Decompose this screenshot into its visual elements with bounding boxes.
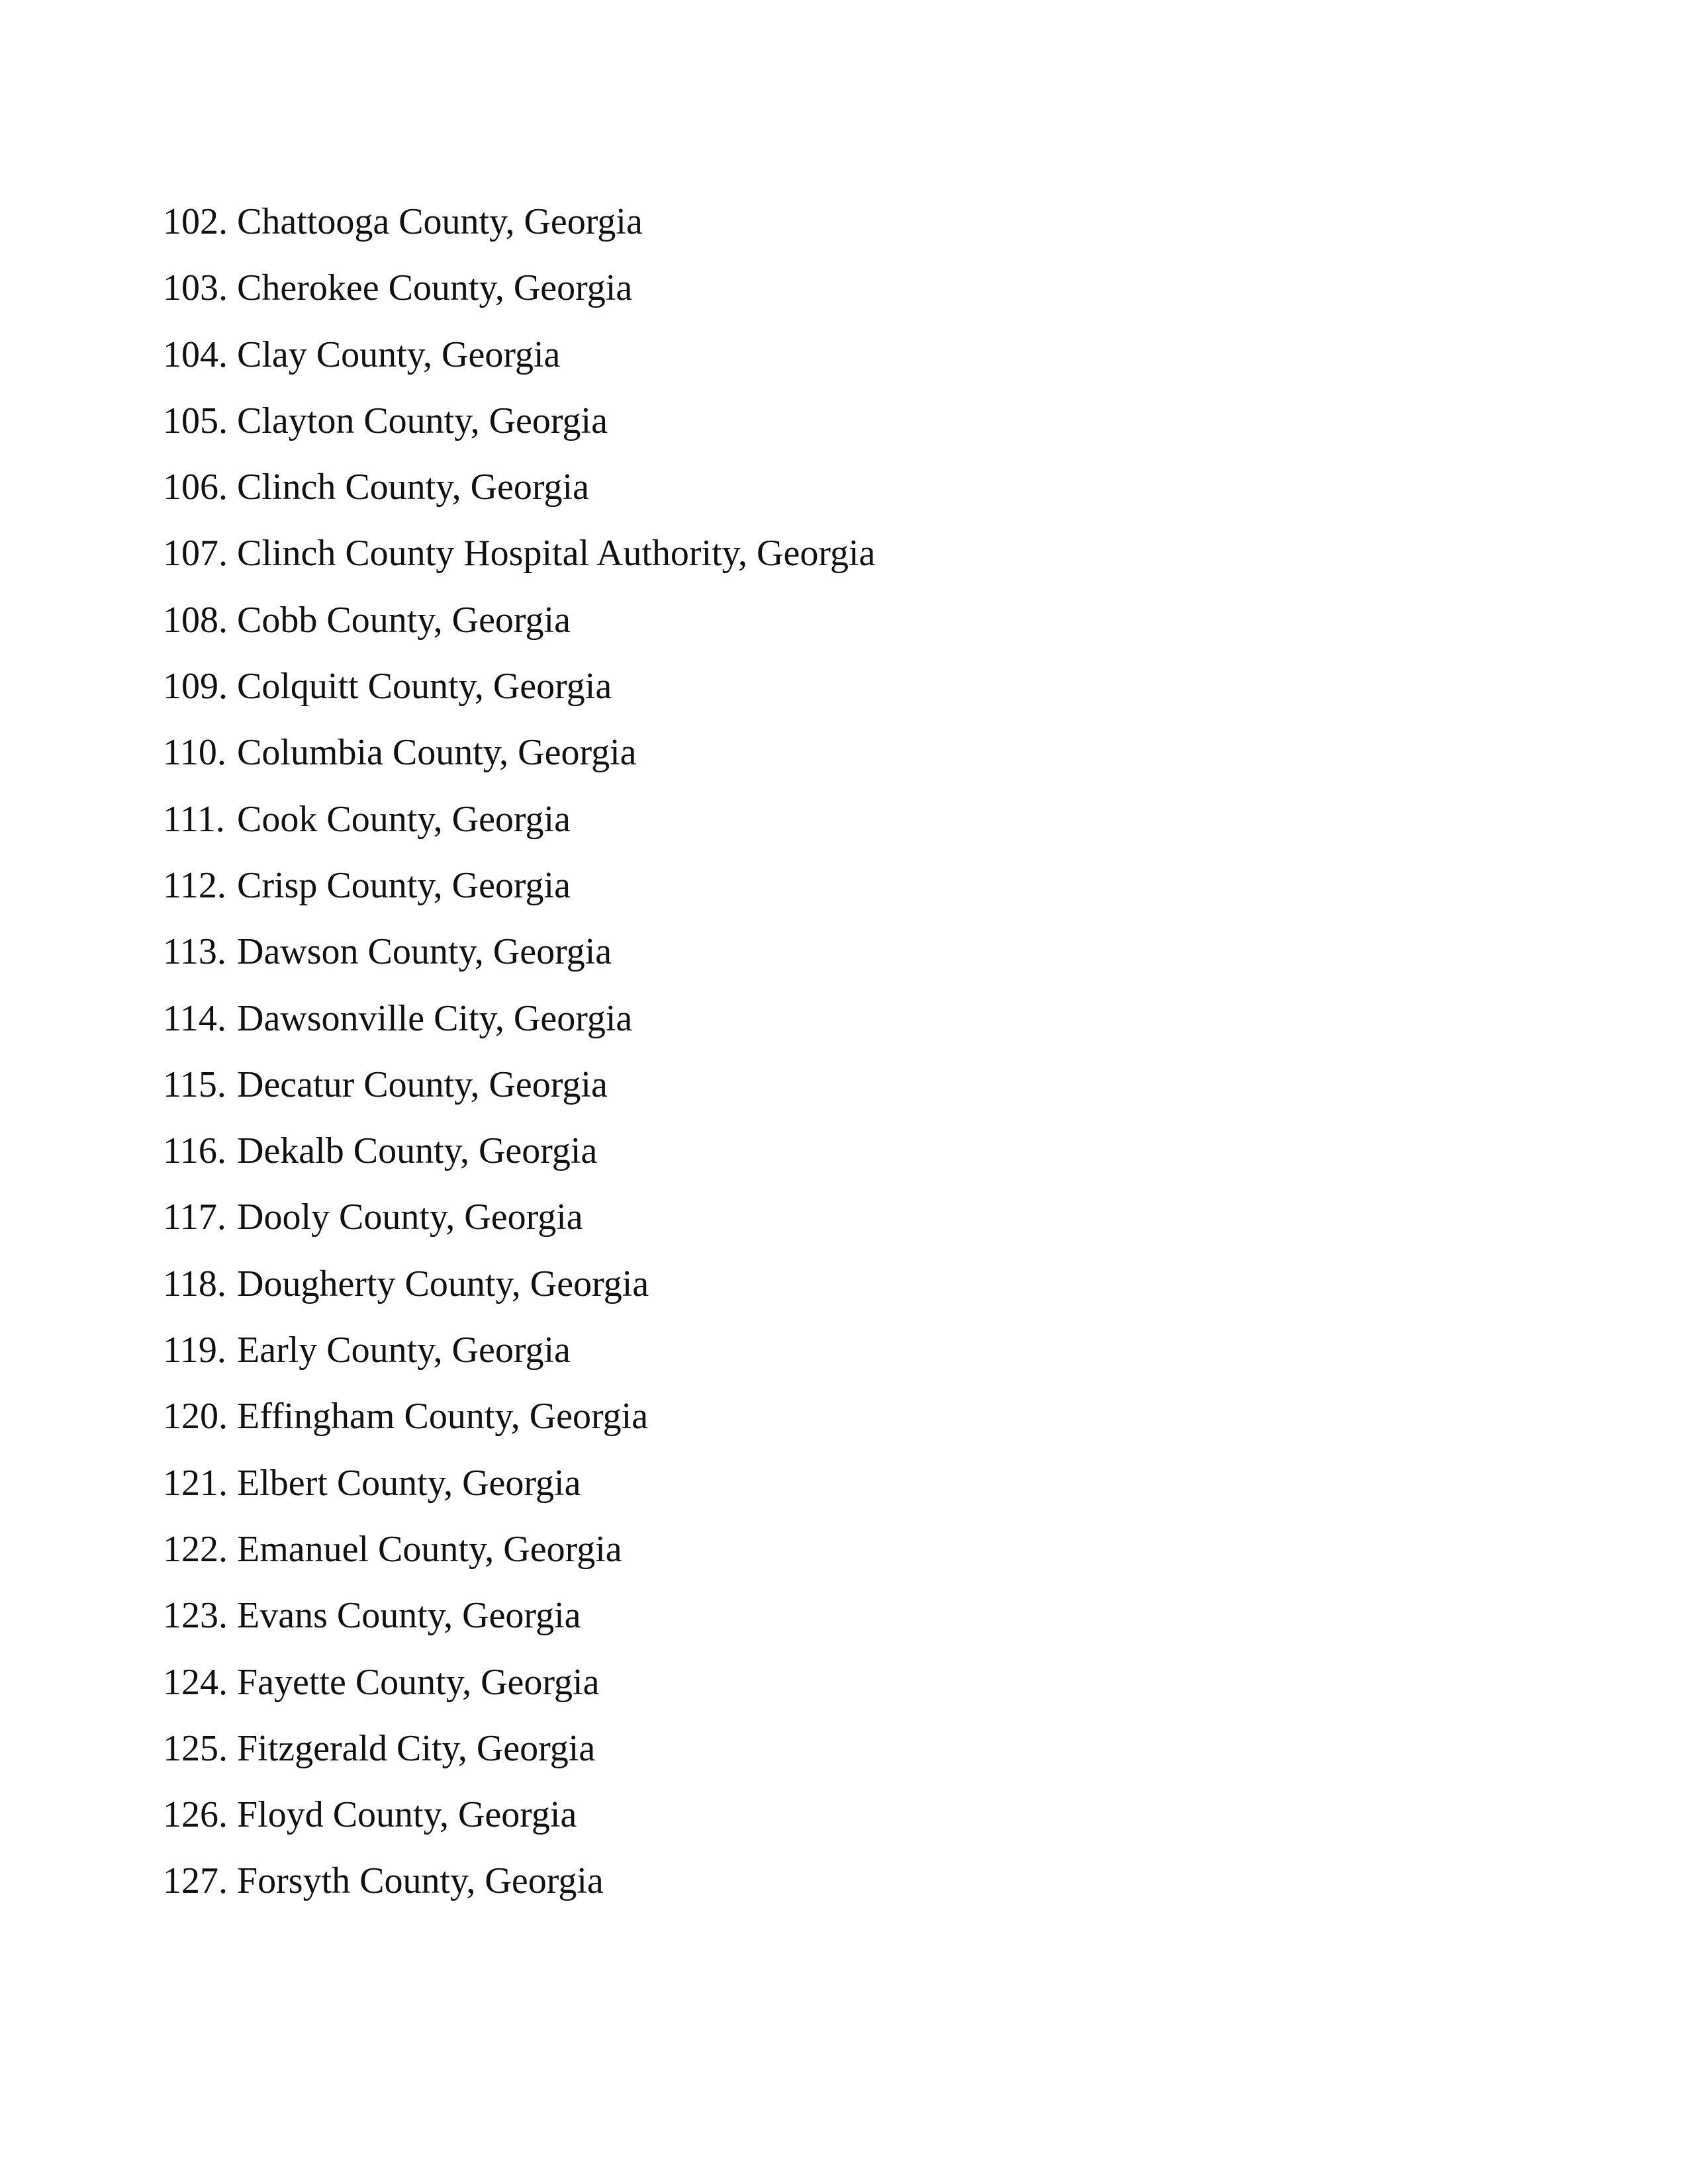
entry-number: 105. [163,400,228,441]
entry-name: Effingham County, Georgia [237,1396,649,1437]
list-item [163,1722,875,1788]
list-item [163,1058,875,1124]
list-item [163,1457,875,1523]
list-item [163,594,875,660]
list-item [163,660,875,726]
list-item [163,925,875,991]
entry-number: 116. [163,1130,226,1172]
entry-name: Clayton County, Georgia [237,400,608,441]
entry-name: Floyd County, Georgia [237,1794,577,1836]
entry-name: Clinch County Hospital Authority, Georgia [237,533,876,574]
entry-name: Dougherty County, Georgia [237,1263,649,1304]
list-item [163,1257,875,1324]
entry-name: Dekalb County, Georgia [237,1130,598,1172]
entry-number: 121. [163,1462,228,1504]
entry-number: 111. [163,798,225,840]
entity-list [163,195,875,1921]
list-item [163,461,875,527]
entry-name: Clinch County, Georgia [237,467,589,508]
list-item [163,261,875,328]
list-item [163,726,875,792]
entry-name: Emanuel County, Georgia [237,1528,622,1570]
list-item [163,1589,875,1655]
entry-number: 125. [163,1727,228,1769]
entry-number: 109. [163,666,228,707]
list-item [163,1523,875,1589]
list-item [163,1788,875,1854]
entry-number: 107. [163,533,228,574]
entry-number: 127. [163,1860,228,1902]
entry-number: 104. [163,334,228,375]
entry-number: 114. [163,997,226,1039]
entry-name: Early County, Georgia [237,1330,571,1371]
entry-name: Forsyth County, Georgia [237,1860,604,1902]
entry-name: Clay County, Georgia [237,334,561,375]
entry-number: 108. [163,599,228,641]
entry-name: Crisp County, Georgia [237,864,571,906]
entry-name: Colquitt County, Georgia [237,666,612,707]
entry-number: 122. [163,1528,228,1570]
list-item [163,1124,875,1191]
entry-name: Chattooga County, Georgia [237,201,643,242]
entry-number: 119. [163,1330,226,1371]
entry-name: Dawson County, Georgia [237,931,612,973]
entry-name: Columbia County, Georgia [237,732,637,774]
entry-name: Elbert County, Georgia [237,1462,581,1504]
list-item [163,527,875,593]
list-item [163,1656,875,1722]
entry-name: Cobb County, Georgia [237,599,571,641]
entry-name: Cherokee County, Georgia [237,267,633,309]
list-item [163,1390,875,1456]
entry-number: 112. [163,864,226,906]
entry-number: 106. [163,467,228,508]
entry-name: Evans County, Georgia [237,1595,581,1637]
entry-number: 102. [163,201,228,242]
entry-number: 120. [163,1396,228,1437]
list-item [163,992,875,1058]
entry-number: 117. [163,1197,226,1238]
entry-name: Decatur County, Georgia [237,1064,608,1105]
entry-name: Fayette County, Georgia [237,1661,600,1703]
entry-number: 126. [163,1794,228,1836]
list-item [163,1191,875,1257]
entry-name: Dooly County, Georgia [237,1197,583,1238]
entry-number: 113. [163,931,226,973]
list-item [163,1854,875,1921]
list-item [163,328,875,394]
entry-number: 123. [163,1595,228,1637]
entry-name: Fitzgerald City, Georgia [237,1727,596,1769]
entry-number: 115. [163,1064,226,1105]
list-item [163,793,875,859]
entry-number: 124. [163,1661,228,1703]
list-item [163,394,875,461]
list-item [163,1324,875,1390]
entry-number: 118. [163,1263,226,1304]
list-item [163,859,875,925]
entry-number: 110. [163,732,226,774]
entry-name: Dawsonville City, Georgia [237,997,633,1039]
entry-number: 103. [163,267,228,309]
list-item [163,195,875,261]
entry-name: Cook County, Georgia [237,798,571,840]
